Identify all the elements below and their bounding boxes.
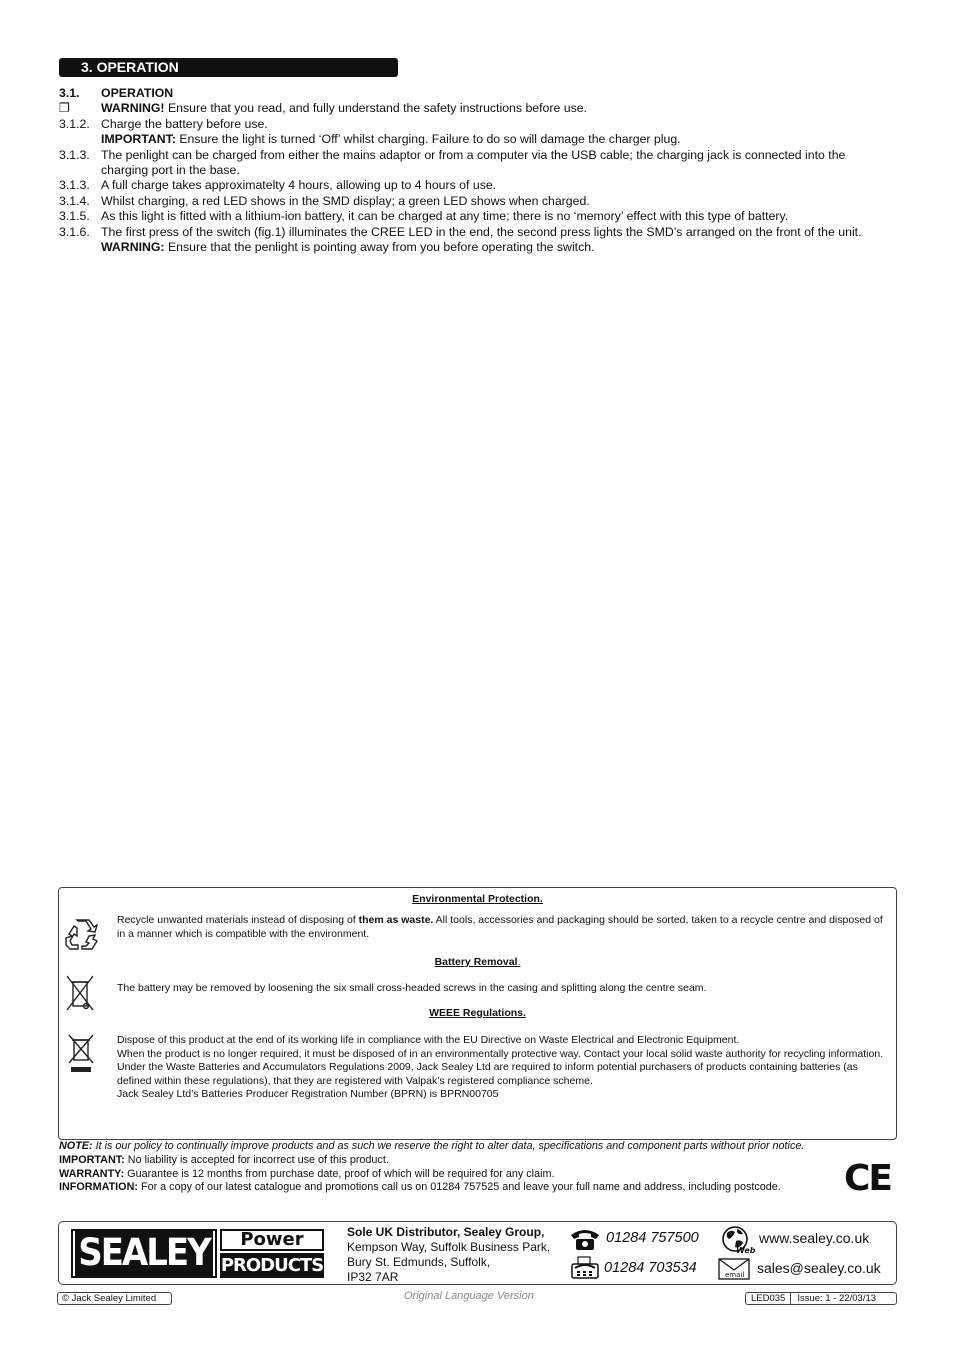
- recycle-text: Recycle unwanted materials instead of disposing of them as waste. All tools, accessories and packaging should be sorted, taken to a recycle centre and disposed of in a manner which is compatible with the environment.: [117, 914, 883, 940]
- document-code: LED035: [746, 1293, 791, 1304]
- power-logo: Power: [220, 1229, 324, 1251]
- website-link[interactable]: www.sealey.co.uk: [759, 1230, 870, 1246]
- notes-block: [59, 1140, 879, 1195]
- email-link[interactable]: sales@sealey.co.uk: [757, 1260, 881, 1276]
- svg-text:email: email: [725, 1271, 745, 1279]
- telephone-icon: [569, 1227, 601, 1251]
- fax-number[interactable]: 01284 703534: [604, 1260, 697, 1276]
- ce-mark: CE: [844, 1158, 892, 1199]
- environment-heading: Environmental Protection.: [412, 893, 543, 905]
- operation-heading: 3.1. OPERATION: [59, 86, 174, 100]
- important-line: IMPORTANT: No liability is accepted for incorrect use of this product.: [59, 1153, 389, 1166]
- web-globe-icon: [719, 1225, 755, 1255]
- checkbox-bullet-icon: ❐: [59, 101, 71, 116]
- operation-list: [59, 86, 889, 255]
- battery-heading: Battery Removal.: [434, 956, 521, 968]
- list-item: 3.1.4. Whilst charging, a red LED shows in the SMD display; a green LED shows when charged.: [59, 193, 590, 208]
- sealey-logo: SEALEY: [71, 1229, 217, 1278]
- document-code-box: [745, 1292, 897, 1305]
- products-logo: PRODUCTS: [220, 1255, 324, 1276]
- operation-warning: ❐ WARNING! Ensure that you read, and fully understand the safety instructions before use.: [59, 101, 587, 116]
- warranty-line: WARRANTY: Guarantee is 12 months from purchase date, proof of which will be required for any claim.: [59, 1167, 555, 1180]
- email-envelope-icon: [718, 1258, 750, 1280]
- weee-heading: WEEE Regulations.: [429, 1007, 526, 1019]
- section-number: 3.: [81, 59, 93, 75]
- information-line: INFORMATION: For a copy of our latest catalogue and promotions call us on 01284 757525 and leave your full name and address, including postcode.: [59, 1181, 781, 1194]
- battery-text: The battery may be removed by loosening the six small cross-headed screws in the casing and splitting along the centre seam.: [117, 982, 707, 994]
- weee-bin-icon: [67, 1033, 95, 1073]
- list-item: IMPORTANT: Ensure the light is turned ‘Off’ whilst charging. Failure to do so will damage the charger plug.: [101, 132, 681, 147]
- fax-icon: [569, 1256, 601, 1280]
- list-item: 3.1.6. The first press of the switch (fig.1) illuminates the CREE LED in the end, the second press lights the SMD’s arranged on the front of the unit. WARNING: Ensure that the penlight is pointing away from you before operating the switch.: [59, 224, 862, 255]
- section-title: OPERATION: [96, 59, 179, 75]
- list-item: 3.1.2. Charge the battery before use.: [59, 116, 268, 131]
- section-header: [59, 58, 398, 77]
- environmental-box: [58, 887, 897, 1140]
- phone-number[interactable]: 01284 757500: [606, 1230, 699, 1246]
- list-item: 3.1.5. As this light is fitted with a lithium-ion battery, it can be charged at any time; there is no ‘memory’ effect with this type of battery.: [59, 209, 789, 224]
- copyright-label: © Jack Sealey Limited: [57, 1292, 172, 1305]
- recycle-icon: [64, 918, 100, 952]
- list-item: 3.1.3. A full charge takes approximatelty 4 hours, allowing up to 4 hours of use.: [59, 178, 497, 193]
- list-item: 3.1.3. The penlight can be charged from either the mains adaptor or from a computer via the USB cable; the charging jack is connected into the charging port in the base.: [59, 147, 846, 178]
- issue-date: Issue: 1 - 22/03/13: [797, 1293, 877, 1304]
- distributor-address: Sole UK Distributor, Sealey Group, Kempson Way, Suffolk Business Park, Bury St. Edmunds, Suffolk, IP32 7AR: [347, 1225, 551, 1284]
- weee-text: Dispose of this product at the end of its working life in compliance with the EU Directive on Waste Electrical and Electronic Equipment. When the product is no longer required, it must be disposed of in an environmentally protective way. Contact your local solid waste authority for recycling information. Under the Waste Batteries and Accumulators Regulations 2009, Jack Sealey Ltd are required to inform potential purchasers of products containing batteries (as defined within these regulations), that they are registered with Valpak’s registered compliance scheme. Jack Sealey Ltd’s Batteries Producer Registration Number (BPRN) is BPRN00705: [117, 1034, 884, 1100]
- language-version: Original Language Version: [404, 1290, 534, 1302]
- svg-text:Web: Web: [736, 1246, 755, 1255]
- note-line: NOTE: It is our policy to continually improve products and as such we reserve the right to alter data, specifications and component parts without prior notice.: [59, 1140, 805, 1152]
- footer-box: [58, 1221, 897, 1285]
